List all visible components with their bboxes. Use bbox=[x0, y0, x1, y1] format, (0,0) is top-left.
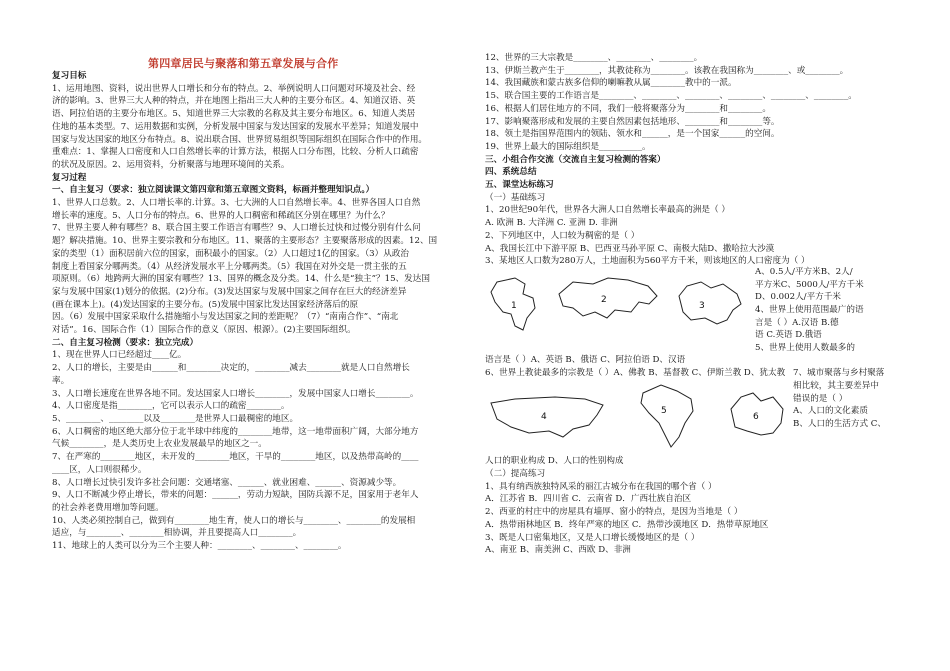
q7-options bbox=[793, 367, 913, 431]
left-line: 3、人口增长速度在世界各地不同。发达国家人口增长________，发展中国家人口增长________。 bbox=[52, 388, 419, 399]
left-line: 7、在严寒的________地区，未开发的________地区，干旱的________地区，以及热带高岭的____ bbox=[52, 452, 419, 463]
left-line: 5、________、________以及________是世界人口最稠密的地区。 bbox=[52, 413, 299, 424]
left-line: 的社会养老费用增加等问题。 bbox=[52, 502, 164, 513]
left-line: ____区，人口则很稀少。 bbox=[52, 464, 147, 475]
right-top-text-block bbox=[485, 52, 905, 268]
left-line: (画在课本上)。(4)发达国家的主要分布。(5)发展中国家比发达国家经济落后的原 bbox=[52, 299, 359, 310]
left-line: 2、人口的增长，主要是由______和________决定的，________减去________就是人口自然增长 bbox=[52, 363, 410, 374]
right-mid-line: 语言是（ ）A、英语 B、俄语 C、阿拉伯语 D、汉语 bbox=[485, 354, 686, 365]
map-3-icon bbox=[671, 274, 749, 336]
right-bottom-line: （二）提高练习 bbox=[485, 469, 546, 480]
right-bottom-text-block bbox=[485, 455, 905, 557]
right-bottom-line: 3、既是人口密集地区，又是人口增长缓慢地区的是（ ） bbox=[485, 532, 700, 543]
left-line: 住地的基本类型。7、运用数据和实例，分析发展中国家与发达国家的发展水平差异；知道发展中 bbox=[52, 121, 419, 132]
left-line: 题？解决措施。10、世界主要宗教和分布地区。11、聚落的主要形态？主要聚落形成的因素。12、国 bbox=[52, 236, 438, 247]
right-top-line: 19、世界上最大的国际组织是__________。 bbox=[485, 141, 651, 152]
q3-option-line: D、0.002人/平方千米 bbox=[755, 292, 841, 303]
maps-row-upper bbox=[485, 266, 905, 354]
q3-option-line: 平方米C、5000人/平方千米 bbox=[755, 279, 864, 290]
left-line: 因。（6）发展中国家采取什么措施缩小与发达国家之间的差距呢？（7）“南南合作”、“南北 bbox=[52, 312, 399, 323]
left-line: 适应，与________、________相协调，并且要提高人口________。 bbox=[52, 528, 302, 539]
left-line: 1、现在世界人口已经超过____亿。 bbox=[52, 350, 187, 361]
q3-option-line: A、0.5人/平方米B、2人/ bbox=[755, 266, 853, 277]
right-top-line: （一）基础练习 bbox=[485, 192, 546, 203]
left-line: 7、世界主要人种有哪些？8、联合国主要工作语言有哪些？9、人口增长过快和过慢分别有什么问 bbox=[52, 223, 421, 234]
left-column bbox=[52, 70, 467, 553]
left-line: 制度上看国家分哪两类。（4）从经济发展水平上分哪两类。（5）我国在对外交是一贯主张的五 bbox=[52, 261, 407, 272]
map-6-icon bbox=[723, 383, 789, 445]
left-line: 国家与发达国家的地区分布特点。8、说出联合国、世界贸易组织等国际组织在国际合作中的作用。 bbox=[52, 134, 428, 145]
left-line: 11、地球上的人类可以分为三个主要人种：________、________、________。 bbox=[52, 541, 347, 552]
q3-options bbox=[755, 266, 895, 355]
q3-option-line: 言是（ ）A.汉语 B.德 bbox=[755, 317, 839, 328]
right-top-line: 五、课堂达标练习 bbox=[485, 180, 554, 191]
right-column bbox=[485, 52, 905, 557]
left-line: 济的影响。3、世界三大人种的特点，并在地图上指出三大人种的主要分布区。4、知道汉语、英 bbox=[52, 96, 416, 107]
left-line: 率。 bbox=[52, 375, 70, 386]
left-line: 1、世界人口总数。2、人口增长率的.计算。3、七大洲的人口自然增长率。4、世界各国人口自然 bbox=[52, 198, 421, 209]
svg-text:4: 4 bbox=[541, 412, 547, 423]
left-line: 6、人口稠密的地区绝大部分位于北半球中纬度的________地带，这一地带面积广阔，大部分地方 bbox=[52, 426, 419, 437]
q7-option-line: 7、城市聚落与乡村聚落 bbox=[793, 368, 885, 379]
q3-option-line: 5、世界上使用人数最多的 bbox=[755, 343, 855, 354]
map-4-icon bbox=[485, 385, 615, 445]
right-top-line: A、我国长江中下游平原 B、巴西亚马孙平原 C、南极大陆D、撒哈拉大沙漠 bbox=[485, 243, 775, 254]
svg-text:6: 6 bbox=[753, 412, 759, 423]
right-top-line: 14、我国藏族和蒙古族多信仰的喇嘛教从属________教中的一派。 bbox=[485, 78, 737, 89]
left-line: 气候________，是人类历史上农业发展最早的地区之一。 bbox=[52, 439, 267, 450]
right-bottom-line: A．热带雨林地区 B．终年严寒的地区 C．热带沙漠地区 D．热带草原地区 bbox=[485, 519, 769, 530]
left-line: 增长率的速度。5、人口分布的特点。6、世界的人口稠密和稀疏区分别在哪里？为什么？ bbox=[52, 210, 390, 221]
left-line: 9、人口不断减少停止增长，带来的问题：______，劳动力短缺，国防兵源不足，国家用于老年人 bbox=[52, 490, 419, 501]
right-top-line: 三、小组合作交流（交流自主复习检测的答案） bbox=[485, 154, 666, 165]
right-top-line: 18、领土是指国界范围内的领陆、领水和______，是一个国家______的空间。 bbox=[485, 129, 780, 140]
right-bottom-line: 2、西亚的村庄中的房屋具有墙厚、窗小的特点，是因为当地是（ ） bbox=[485, 507, 743, 518]
map-1-icon bbox=[485, 274, 553, 336]
svg-text:3: 3 bbox=[699, 300, 705, 311]
left-line: 1、运用地图、资料，说出世界人口增长和分布的特点。2、举例说明人口问题对环境及社会、经 bbox=[52, 83, 416, 94]
right-top-line: 1、20世纪90年代，世界各大洲人口自然增长率最高的洲是（ ） bbox=[485, 205, 730, 216]
left-line: 家与发展中国家(1)划分的依据。(2)分布。(3)发达国家与发展中国家之间存在巨大的经济差异 bbox=[52, 286, 407, 297]
right-top-line: 3、某地区人口数为280万人，土地面积为560平方千米，则该地区的人口密度为（ ） bbox=[485, 256, 810, 267]
left-line: 家的类型（1）面积居前六位的国家，面积最小的国家。（2）人口超过1亿的国家。（3）从政治 bbox=[52, 248, 410, 259]
right-top-line: A. 欧洲 B. 大洋洲 C. 亚洲 D. 非洲 bbox=[485, 218, 618, 229]
left-line: 对话”。16、国际合作（1）国际合作的意义（原因、根源）。(2)主要国际组织。 bbox=[52, 325, 356, 336]
svg-text:2: 2 bbox=[601, 294, 607, 305]
left-line: 一、自主复习（要求：独立阅读课文第四章和第五章图文资料，标画并整理知识点。） bbox=[52, 185, 375, 196]
right-mid-line: 6、世界上教徒最多的宗教是（ ）A、佛教 B、基督教 C、伊斯兰教 D、犹太教 bbox=[485, 367, 786, 378]
left-line: 8、人口增长过快引发许多社会问题：交通堵塞、______、就业困难、______、资源减少等。 bbox=[52, 477, 402, 488]
q7-option-line: B、人口的生活方式 C、 bbox=[793, 419, 886, 430]
q7-option-line: 错误的是（ ） bbox=[793, 393, 848, 404]
left-line: 复习目标 bbox=[52, 71, 87, 81]
page-title: 第四章居民与聚落和第五章发展与合作 bbox=[148, 57, 339, 70]
left-text-block bbox=[52, 70, 467, 553]
right-top-line: 16、根据人们居住地方的不同，我们一般将聚落分为________和________。 bbox=[485, 103, 771, 114]
q3-option-line: 4、世界上使用范围最广的语 bbox=[755, 305, 864, 316]
left-line: 语、阿拉伯语的主要分布地区。5、知道世界三大宗教的名称及其主要分布地区。6、知道人类居 bbox=[52, 109, 416, 120]
left-line: 重难点：1、掌握人口密度和人口自然增长率的计算方法，根据人口分布图，比较、分析人口疏密 bbox=[52, 147, 419, 158]
q7-option-line: 相比较，其主要差异中 bbox=[793, 381, 879, 392]
right-top-line: 12、世界的三大宗教是________、________、________。 bbox=[485, 53, 703, 63]
map-2-icon bbox=[553, 272, 663, 334]
right-top-line: 四、系统总结 bbox=[485, 167, 537, 178]
left-line: 4、人口密度是指________，它可以表示人口的疏密________。 bbox=[52, 401, 290, 412]
left-line: 复习过程 bbox=[52, 172, 87, 183]
right-top-line: 17、影响聚落形成和发展的主要自然因素包括地形、________和________等。 bbox=[485, 116, 780, 127]
svg-text:5: 5 bbox=[661, 406, 667, 417]
right-bottom-line: A．江苏省 B．四川省 C．云南省 D．广西壮族自治区 bbox=[485, 494, 692, 505]
right-top-line: 13、伊斯兰教产生于________，其教徒称为________。该教在我国称为________、或________。 bbox=[485, 65, 849, 76]
right-bottom-line: A、南亚 B、南美洲 C、西欧 D、非洲 bbox=[485, 545, 631, 556]
map-5-icon bbox=[633, 379, 703, 451]
right-top-line: 15、联合国主要的工作语言是________、________、________、________、________、________。 bbox=[485, 91, 857, 102]
q3-option-line: 语 C.英语 D.俄语 bbox=[755, 330, 822, 341]
q7-option-line: A、人口的文化素质 bbox=[793, 406, 868, 417]
svg-text:1: 1 bbox=[511, 300, 517, 311]
left-line: 二、自主复习检测（要求：独立完成） bbox=[52, 337, 199, 348]
right-bottom-line: 人口的职业构成 D、人口的性别构成 bbox=[485, 456, 624, 467]
left-line: 项原则。（6）地跨两大洲的国家有哪些？13、国界的概念及分类。14、什么是“独主”？15、发达国 bbox=[52, 274, 430, 285]
right-top-line: 2、下列地区中，人口较为稠密的是（ ） bbox=[485, 230, 640, 241]
left-line: 10、人类必须控制自己，做到有________地生育，使人口的增长与________、________的发展相 bbox=[52, 515, 416, 526]
left-line: 的状况及原因。2、运用资料，分析聚落与地理环境间的关系。 bbox=[52, 159, 290, 170]
right-bottom-line: 1、具有纳西族独特风采的丽江古城分布在我国的哪个省（ ） bbox=[485, 481, 717, 492]
